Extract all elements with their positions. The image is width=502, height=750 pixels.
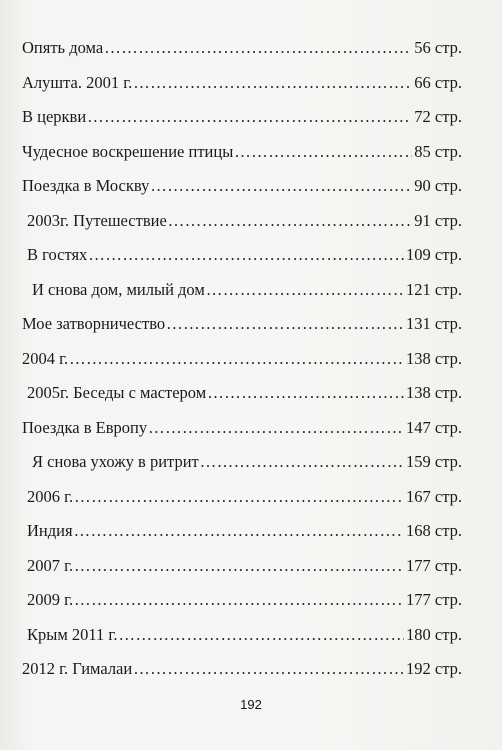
toc-entry-page: 167 стр. (406, 486, 462, 506)
toc-dot-leader (206, 280, 404, 300)
toc-entry-title: 2009 г. (27, 590, 74, 609)
toc-entry-title: Я снова ухожу в ритрит (32, 452, 199, 471)
toc-dot-leader (87, 107, 412, 127)
toc-entry-page: 192 стр. (406, 659, 462, 678)
toc-entry (22, 245, 462, 280)
toc-entry (22, 107, 462, 142)
toc-dot-leader (74, 521, 404, 541)
toc-entry (22, 142, 462, 177)
toc-entry (22, 211, 462, 246)
toc-entry-page: 180 стр. (406, 624, 462, 644)
toc-entry (22, 280, 462, 315)
toc-entry (22, 73, 462, 108)
toc-dot-leader (74, 590, 404, 610)
toc-entry-page: 72 стр. (414, 107, 462, 126)
toc-entry-page: 177 стр. (406, 555, 462, 575)
toc-entry (22, 314, 462, 349)
toc-entry-page: 85 стр. (414, 141, 462, 161)
toc-entry-title: 2004 г. (22, 348, 69, 368)
toc-entry-page: 138 стр. (406, 383, 462, 402)
table-of-contents (22, 38, 462, 694)
toc-entry-title: Крым 2011 г. (27, 624, 118, 644)
toc-entry-title: 2006 г. (27, 486, 74, 506)
toc-entry-page: 56 стр. (414, 38, 462, 57)
toc-entry-page: 90 стр. (414, 176, 462, 195)
toc-entry-title: 2007 г. (27, 555, 74, 575)
toc-entry (22, 625, 462, 660)
toc-entry-page: 138 стр. (406, 348, 462, 368)
toc-entry-page: 168 стр. (406, 521, 462, 540)
toc-dot-leader (118, 625, 404, 645)
toc-entry (22, 418, 462, 453)
page-number: 192 (240, 697, 262, 712)
toc-entry-title: И снова дом, милый дом (32, 279, 205, 299)
toc-entry-title: Поездка в Москву (22, 176, 150, 195)
toc-entry-title: Опять дома (22, 38, 104, 57)
toc-entry-page: 177 стр. (406, 590, 462, 609)
toc-dot-leader (207, 383, 404, 403)
toc-entry-title: 2005г. Беседы с мастером (27, 383, 207, 402)
toc-dot-leader (104, 38, 412, 58)
toc-entry-title: Чудесное воскрешение птицы (22, 141, 234, 161)
toc-entry-title: 2003г. Путешествие (27, 210, 167, 230)
toc-entry (22, 38, 462, 73)
toc-entry-title: Мое затворничество (22, 314, 166, 333)
toc-dot-leader (74, 556, 404, 576)
toc-entry (22, 521, 462, 556)
toc-entry-page: 66 стр. (414, 72, 462, 92)
toc-entry-title: Поездка в Европу (22, 417, 148, 437)
toc-entry (22, 176, 462, 211)
toc-entry (22, 452, 462, 487)
toc-entry-title: Алушта. 2001 г. (22, 72, 133, 92)
toc-entry-page: 91 стр. (414, 210, 462, 230)
toc-entry-page: 147 стр. (406, 417, 462, 437)
toc-dot-leader (150, 176, 412, 196)
toc-dot-leader (148, 418, 404, 438)
toc-entry-title: В гостях (27, 245, 88, 264)
toc-dot-leader (133, 73, 412, 93)
toc-entry-page: 121 стр. (406, 279, 462, 299)
toc-entry (22, 590, 462, 625)
toc-dot-leader (88, 245, 404, 265)
toc-entry (22, 349, 462, 384)
toc-dot-leader (166, 314, 404, 334)
toc-dot-leader (168, 211, 412, 231)
toc-entry-page: 131 стр. (406, 314, 462, 333)
toc-dot-leader (69, 349, 404, 369)
toc-entry-page: 109 стр. (406, 245, 462, 264)
toc-entry (22, 383, 462, 418)
toc-dot-leader (74, 487, 404, 507)
toc-entry (22, 487, 462, 522)
toc-dot-leader (200, 452, 404, 472)
toc-entry (22, 556, 462, 591)
toc-entry-title: Индия (27, 521, 73, 540)
toc-entry-page: 159 стр. (406, 452, 462, 471)
toc-dot-leader (234, 142, 412, 162)
toc-dot-leader (133, 659, 404, 679)
toc-entry (22, 659, 462, 694)
toc-entry-title: 2012 г. Гималаи (22, 659, 133, 678)
toc-entry-title: В церкви (22, 107, 87, 126)
